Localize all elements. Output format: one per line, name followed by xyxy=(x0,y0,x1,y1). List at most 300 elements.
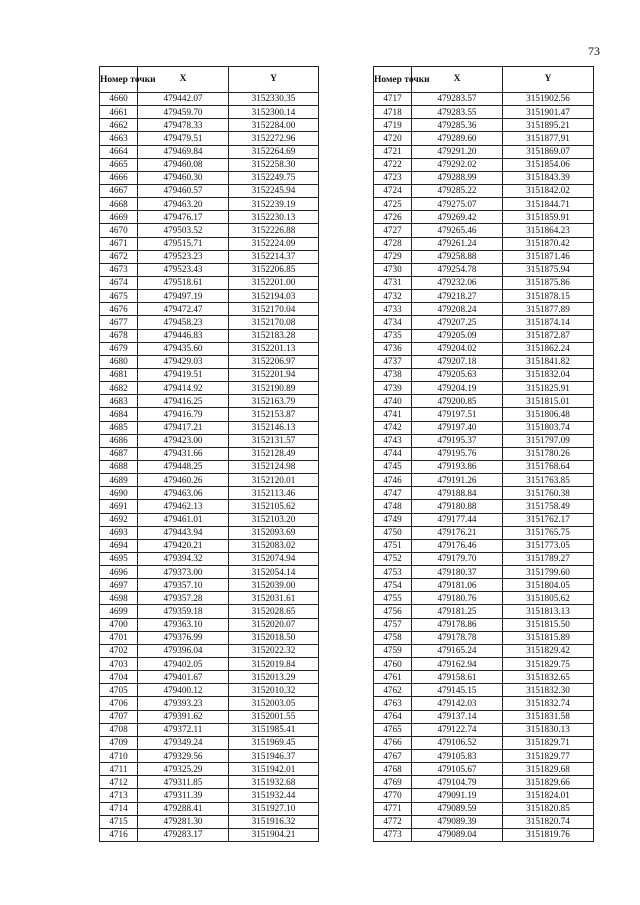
table-row xyxy=(374,382,594,395)
x-coordinate-cell: 479197.40 xyxy=(412,421,503,434)
point-number-cell: 4705 xyxy=(100,684,138,697)
y-coordinate-cell: 3152013.29 xyxy=(229,671,319,684)
point-number-cell: 4683 xyxy=(100,395,138,408)
point-number-cell: 4697 xyxy=(100,579,138,592)
y-coordinate-cell: 3151803.74 xyxy=(503,421,594,434)
table-row xyxy=(100,93,319,106)
point-number-cell: 4760 xyxy=(374,658,412,671)
coordinates-table-left xyxy=(99,66,319,842)
x-coordinate-cell: 479283.57 xyxy=(412,93,503,106)
table-row xyxy=(374,684,594,697)
y-coordinate-cell: 3152003.05 xyxy=(229,697,319,710)
y-coordinate-cell: 3152239.19 xyxy=(229,198,319,211)
table-row xyxy=(374,198,594,211)
table-row xyxy=(374,93,594,106)
table-row xyxy=(374,106,594,119)
table-row xyxy=(100,460,319,473)
x-coordinate-cell: 479105.67 xyxy=(412,763,503,776)
point-number-cell: 4766 xyxy=(374,736,412,749)
y-coordinate-cell: 3152258.30 xyxy=(229,158,319,171)
table-row xyxy=(100,316,319,329)
point-number-cell: 4681 xyxy=(100,368,138,381)
y-coordinate-cell: 3151758.49 xyxy=(503,500,594,513)
y-coordinate-cell: 3152330.35 xyxy=(229,93,319,106)
y-coordinate-cell: 3151844.71 xyxy=(503,198,594,211)
point-number-cell: 4744 xyxy=(374,447,412,460)
table-row xyxy=(374,460,594,473)
point-number-cell: 4704 xyxy=(100,671,138,684)
y-coordinate-cell: 3152214.37 xyxy=(229,250,319,263)
y-coordinate-cell: 3151854.06 xyxy=(503,158,594,171)
y-coordinate-cell: 3151824.01 xyxy=(503,789,594,802)
y-coordinate-cell: 3151762.17 xyxy=(503,513,594,526)
y-coordinate-cell: 3152163.79 xyxy=(229,395,319,408)
y-coordinate-cell: 3151869.07 xyxy=(503,145,594,158)
table-row xyxy=(100,119,319,132)
table-row xyxy=(100,566,319,579)
point-number-cell: 4752 xyxy=(374,552,412,565)
point-number-cell: 4767 xyxy=(374,750,412,763)
point-number-cell: 4748 xyxy=(374,500,412,513)
y-coordinate-cell: 3152131.57 xyxy=(229,434,319,447)
point-number-cell: 4706 xyxy=(100,697,138,710)
table-row xyxy=(100,198,319,211)
x-coordinate-cell: 479311.39 xyxy=(138,789,229,802)
y-coordinate-cell: 3152113.46 xyxy=(229,487,319,500)
x-coordinate-cell: 479181.06 xyxy=(412,579,503,592)
x-coordinate-cell: 479461.01 xyxy=(138,513,229,526)
x-coordinate-cell: 479469.84 xyxy=(138,145,229,158)
y-coordinate-cell: 3152230.13 xyxy=(229,211,319,224)
point-number-cell: 4770 xyxy=(374,789,412,802)
point-number-cell: 4764 xyxy=(374,710,412,723)
table-row xyxy=(374,474,594,487)
y-coordinate-cell: 3151901.47 xyxy=(503,106,594,119)
x-coordinate-cell: 479394.32 xyxy=(138,552,229,565)
table-row xyxy=(100,763,319,776)
x-coordinate-cell: 479518.61 xyxy=(138,276,229,289)
y-coordinate-cell: 3151927.10 xyxy=(229,802,319,815)
table-row xyxy=(374,355,594,368)
x-coordinate-cell: 479460.57 xyxy=(138,184,229,197)
x-coordinate-cell: 479089.39 xyxy=(412,815,503,828)
y-coordinate-cell: 3151904.21 xyxy=(229,828,319,841)
table-row xyxy=(374,671,594,684)
y-coordinate-cell: 3151877.89 xyxy=(503,303,594,316)
table-row xyxy=(100,631,319,644)
point-number-cell: 4711 xyxy=(100,763,138,776)
table-row xyxy=(374,408,594,421)
coordinates-table-right xyxy=(373,66,594,842)
table-row xyxy=(100,487,319,500)
table-row xyxy=(374,211,594,224)
point-number-cell: 4761 xyxy=(374,671,412,684)
table-row xyxy=(374,776,594,789)
y-coordinate-cell: 3151789.27 xyxy=(503,552,594,565)
table-row xyxy=(100,776,319,789)
table-row xyxy=(100,526,319,539)
y-coordinate-cell: 3151765.75 xyxy=(503,526,594,539)
x-coordinate-cell: 479448.25 xyxy=(138,460,229,473)
x-coordinate-cell: 479142.03 xyxy=(412,697,503,710)
y-coordinate-cell: 3152201.13 xyxy=(229,342,319,355)
y-coordinate-cell: 3151819.76 xyxy=(503,828,594,841)
point-number-cell: 4682 xyxy=(100,382,138,395)
x-coordinate-cell: 479218.27 xyxy=(412,290,503,303)
table-row xyxy=(374,723,594,736)
y-coordinate-cell: 3151878.15 xyxy=(503,290,594,303)
y-coordinate-cell: 3151820.74 xyxy=(503,815,594,828)
x-coordinate-cell: 479180.37 xyxy=(412,566,503,579)
y-coordinate-cell: 3151946.37 xyxy=(229,750,319,763)
point-number-cell: 4773 xyxy=(374,828,412,841)
x-coordinate-cell: 479359.18 xyxy=(138,605,229,618)
x-coordinate-cell: 479258.88 xyxy=(412,250,503,263)
x-coordinate-cell: 479402.05 xyxy=(138,658,229,671)
y-coordinate-cell: 3152170.04 xyxy=(229,303,319,316)
x-coordinate-cell: 479372.11 xyxy=(138,723,229,736)
table-row xyxy=(374,224,594,237)
point-number-cell: 4731 xyxy=(374,276,412,289)
point-number-cell: 4741 xyxy=(374,408,412,421)
y-coordinate-cell: 3151985.41 xyxy=(229,723,319,736)
x-coordinate-cell: 479105.83 xyxy=(412,750,503,763)
y-coordinate-cell: 3152039.00 xyxy=(229,579,319,592)
y-coordinate-cell: 3152019.84 xyxy=(229,658,319,671)
point-number-cell: 4662 xyxy=(100,119,138,132)
x-coordinate-cell: 479363.10 xyxy=(138,618,229,631)
table-body-left xyxy=(100,93,319,842)
point-number-cell: 4715 xyxy=(100,815,138,828)
y-coordinate-cell: 3151829.66 xyxy=(503,776,594,789)
point-number-cell: 4688 xyxy=(100,460,138,473)
table-row xyxy=(100,447,319,460)
x-coordinate-cell: 479158.61 xyxy=(412,671,503,684)
point-number-cell: 4695 xyxy=(100,552,138,565)
point-number-cell: 4732 xyxy=(374,290,412,303)
x-coordinate-cell: 479281.30 xyxy=(138,815,229,828)
point-number-cell: 4754 xyxy=(374,579,412,592)
point-number-cell: 4733 xyxy=(374,303,412,316)
table-row xyxy=(374,171,594,184)
point-number-cell: 4749 xyxy=(374,513,412,526)
point-number-cell: 4665 xyxy=(100,158,138,171)
table-row xyxy=(100,434,319,447)
table-row xyxy=(374,513,594,526)
y-coordinate-cell: 3152183.28 xyxy=(229,329,319,342)
x-coordinate-cell: 479288.99 xyxy=(412,171,503,184)
y-coordinate-cell: 3152010.32 xyxy=(229,684,319,697)
header-x: X xyxy=(412,67,503,93)
x-coordinate-cell: 479503.52 xyxy=(138,224,229,237)
y-coordinate-cell: 3151842.02 xyxy=(503,184,594,197)
x-coordinate-cell: 479288.41 xyxy=(138,802,229,815)
table-row xyxy=(100,184,319,197)
table-row xyxy=(374,618,594,631)
x-coordinate-cell: 479497.19 xyxy=(138,290,229,303)
table-row xyxy=(374,500,594,513)
point-number-cell: 4739 xyxy=(374,382,412,395)
header-point-number: Номер точки xyxy=(100,67,138,93)
table-row xyxy=(374,526,594,539)
y-coordinate-cell: 3151871.46 xyxy=(503,250,594,263)
point-number-cell: 4671 xyxy=(100,237,138,250)
x-coordinate-cell: 479208.24 xyxy=(412,303,503,316)
point-number-cell: 4718 xyxy=(374,106,412,119)
table-row xyxy=(100,802,319,815)
y-coordinate-cell: 3152201.00 xyxy=(229,276,319,289)
table-row xyxy=(374,290,594,303)
x-coordinate-cell: 479423.00 xyxy=(138,434,229,447)
point-number-cell: 4703 xyxy=(100,658,138,671)
y-coordinate-cell: 3151813.13 xyxy=(503,605,594,618)
x-coordinate-cell: 479329.56 xyxy=(138,750,229,763)
table-row xyxy=(100,552,319,565)
point-number-cell: 4669 xyxy=(100,211,138,224)
point-number-cell: 4660 xyxy=(100,93,138,106)
table-row xyxy=(374,579,594,592)
x-coordinate-cell: 479391.62 xyxy=(138,710,229,723)
point-number-cell: 4698 xyxy=(100,592,138,605)
point-number-cell: 4672 xyxy=(100,250,138,263)
x-coordinate-cell: 479400.12 xyxy=(138,684,229,697)
table-row xyxy=(374,316,594,329)
y-coordinate-cell: 3152272.96 xyxy=(229,132,319,145)
y-coordinate-cell: 3151773.05 xyxy=(503,539,594,552)
x-coordinate-cell: 479463.20 xyxy=(138,198,229,211)
y-coordinate-cell: 3151805.62 xyxy=(503,592,594,605)
y-coordinate-cell: 3152264.69 xyxy=(229,145,319,158)
x-coordinate-cell: 479275.07 xyxy=(412,198,503,211)
point-number-cell: 4709 xyxy=(100,736,138,749)
y-coordinate-cell: 3151829.77 xyxy=(503,750,594,763)
x-coordinate-cell: 479472.47 xyxy=(138,303,229,316)
table-row xyxy=(100,750,319,763)
point-number-cell: 4686 xyxy=(100,434,138,447)
table-row xyxy=(100,671,319,684)
table-row xyxy=(100,290,319,303)
point-number-cell: 4670 xyxy=(100,224,138,237)
y-coordinate-cell: 3151825.91 xyxy=(503,382,594,395)
x-coordinate-cell: 479200.85 xyxy=(412,395,503,408)
x-coordinate-cell: 479515.71 xyxy=(138,237,229,250)
table-row xyxy=(100,658,319,671)
point-number-cell: 4755 xyxy=(374,592,412,605)
point-number-cell: 4677 xyxy=(100,316,138,329)
point-number-cell: 4721 xyxy=(374,145,412,158)
table-row xyxy=(100,158,319,171)
y-coordinate-cell: 3152249.75 xyxy=(229,171,319,184)
point-number-cell: 4753 xyxy=(374,566,412,579)
x-coordinate-cell: 479162.94 xyxy=(412,658,503,671)
x-coordinate-cell: 479197.51 xyxy=(412,408,503,421)
point-number-cell: 4717 xyxy=(374,93,412,106)
point-number-cell: 4723 xyxy=(374,171,412,184)
table-row xyxy=(374,250,594,263)
x-coordinate-cell: 479204.02 xyxy=(412,342,503,355)
y-coordinate-cell: 3152018.50 xyxy=(229,631,319,644)
x-coordinate-cell: 479401.67 xyxy=(138,671,229,684)
table-row xyxy=(100,736,319,749)
point-number-cell: 4664 xyxy=(100,145,138,158)
y-coordinate-cell: 3152206.97 xyxy=(229,355,319,368)
point-number-cell: 4673 xyxy=(100,263,138,276)
y-coordinate-cell: 3152105.62 xyxy=(229,500,319,513)
x-coordinate-cell: 479195.37 xyxy=(412,434,503,447)
point-number-cell: 4676 xyxy=(100,303,138,316)
y-coordinate-cell: 3151815.50 xyxy=(503,618,594,631)
x-coordinate-cell: 479523.43 xyxy=(138,263,229,276)
x-coordinate-cell: 479479.51 xyxy=(138,132,229,145)
x-coordinate-cell: 479180.88 xyxy=(412,500,503,513)
table-row xyxy=(374,736,594,749)
table-row xyxy=(100,723,319,736)
table-row xyxy=(100,789,319,802)
x-coordinate-cell: 479476.17 xyxy=(138,211,229,224)
y-coordinate-cell: 3151829.42 xyxy=(503,644,594,657)
table-row xyxy=(100,710,319,723)
point-number-cell: 4730 xyxy=(374,263,412,276)
x-coordinate-cell: 479376.99 xyxy=(138,631,229,644)
point-number-cell: 4696 xyxy=(100,566,138,579)
x-coordinate-cell: 479460.30 xyxy=(138,171,229,184)
x-coordinate-cell: 479420.21 xyxy=(138,539,229,552)
point-number-cell: 4714 xyxy=(100,802,138,815)
point-number-cell: 4745 xyxy=(374,460,412,473)
y-coordinate-cell: 3151969.45 xyxy=(229,736,319,749)
table-row xyxy=(100,145,319,158)
point-number-cell: 4726 xyxy=(374,211,412,224)
header-y: Y xyxy=(503,67,594,93)
x-coordinate-cell: 479176.21 xyxy=(412,526,503,539)
table-row xyxy=(374,263,594,276)
point-number-cell: 4735 xyxy=(374,329,412,342)
point-number-cell: 4720 xyxy=(374,132,412,145)
point-number-cell: 4685 xyxy=(100,421,138,434)
y-coordinate-cell: 3152103.20 xyxy=(229,513,319,526)
table-header-row xyxy=(100,67,319,93)
x-coordinate-cell: 479193.86 xyxy=(412,460,503,473)
table-row xyxy=(374,329,594,342)
table-row xyxy=(100,644,319,657)
x-coordinate-cell: 479178.78 xyxy=(412,631,503,644)
x-coordinate-cell: 479106.52 xyxy=(412,736,503,749)
table-row xyxy=(100,697,319,710)
y-coordinate-cell: 3151895.21 xyxy=(503,119,594,132)
y-coordinate-cell: 3152190.89 xyxy=(229,382,319,395)
point-number-cell: 4716 xyxy=(100,828,138,841)
table-row xyxy=(374,631,594,644)
y-coordinate-cell: 3151768.64 xyxy=(503,460,594,473)
point-number-cell: 4713 xyxy=(100,789,138,802)
x-coordinate-cell: 479431.66 xyxy=(138,447,229,460)
point-number-cell: 4701 xyxy=(100,631,138,644)
point-number-cell: 4679 xyxy=(100,342,138,355)
point-number-cell: 4710 xyxy=(100,750,138,763)
table-row xyxy=(374,566,594,579)
y-coordinate-cell: 3152153.87 xyxy=(229,408,319,421)
point-number-cell: 4750 xyxy=(374,526,412,539)
point-number-cell: 4737 xyxy=(374,355,412,368)
y-coordinate-cell: 3152284.00 xyxy=(229,119,319,132)
y-coordinate-cell: 3151872.87 xyxy=(503,329,594,342)
x-coordinate-cell: 479478.33 xyxy=(138,119,229,132)
point-number-cell: 4663 xyxy=(100,132,138,145)
x-coordinate-cell: 479373.00 xyxy=(138,566,229,579)
y-coordinate-cell: 3151942.01 xyxy=(229,763,319,776)
table-row xyxy=(100,828,319,841)
point-number-cell: 4692 xyxy=(100,513,138,526)
y-coordinate-cell: 3152031.61 xyxy=(229,592,319,605)
y-coordinate-cell: 3152128.49 xyxy=(229,447,319,460)
point-number-cell: 4666 xyxy=(100,171,138,184)
x-coordinate-cell: 479523.23 xyxy=(138,250,229,263)
y-coordinate-cell: 3152022.32 xyxy=(229,644,319,657)
x-coordinate-cell: 479122.74 xyxy=(412,723,503,736)
y-coordinate-cell: 3151832.74 xyxy=(503,697,594,710)
table-row xyxy=(374,447,594,460)
x-coordinate-cell: 479145.15 xyxy=(412,684,503,697)
y-coordinate-cell: 3151797.09 xyxy=(503,434,594,447)
point-number-cell: 4674 xyxy=(100,276,138,289)
table-row xyxy=(100,106,319,119)
point-number-cell: 4756 xyxy=(374,605,412,618)
point-number-cell: 4708 xyxy=(100,723,138,736)
y-coordinate-cell: 3151875.94 xyxy=(503,263,594,276)
point-number-cell: 4758 xyxy=(374,631,412,644)
point-number-cell: 4769 xyxy=(374,776,412,789)
x-coordinate-cell: 479232.06 xyxy=(412,276,503,289)
y-coordinate-cell: 3151874.14 xyxy=(503,316,594,329)
point-number-cell: 4693 xyxy=(100,526,138,539)
y-coordinate-cell: 3152245.94 xyxy=(229,184,319,197)
x-coordinate-cell: 479285.36 xyxy=(412,119,503,132)
table-body-right xyxy=(374,93,594,842)
y-coordinate-cell: 3151877.91 xyxy=(503,132,594,145)
table-row xyxy=(374,710,594,723)
x-coordinate-cell: 479462.13 xyxy=(138,500,229,513)
y-coordinate-cell: 3152201.94 xyxy=(229,368,319,381)
point-number-cell: 4719 xyxy=(374,119,412,132)
x-coordinate-cell: 479417.21 xyxy=(138,421,229,434)
point-number-cell: 4722 xyxy=(374,158,412,171)
y-coordinate-cell: 3152083.02 xyxy=(229,539,319,552)
table-row xyxy=(374,395,594,408)
table-row xyxy=(374,697,594,710)
table-row xyxy=(374,158,594,171)
x-coordinate-cell: 479181.25 xyxy=(412,605,503,618)
table-row xyxy=(100,395,319,408)
table-row xyxy=(100,368,319,381)
table-row xyxy=(374,237,594,250)
header-x: X xyxy=(138,67,229,93)
x-coordinate-cell: 479188.84 xyxy=(412,487,503,500)
x-coordinate-cell: 479460.08 xyxy=(138,158,229,171)
x-coordinate-cell: 479179.70 xyxy=(412,552,503,565)
table-row xyxy=(100,303,319,316)
point-number-cell: 4740 xyxy=(374,395,412,408)
x-coordinate-cell: 479357.10 xyxy=(138,579,229,592)
y-coordinate-cell: 3152206.85 xyxy=(229,263,319,276)
y-coordinate-cell: 3152124.98 xyxy=(229,460,319,473)
y-coordinate-cell: 3152120.01 xyxy=(229,474,319,487)
point-number-cell: 4738 xyxy=(374,368,412,381)
point-number-cell: 4743 xyxy=(374,434,412,447)
table-row xyxy=(100,579,319,592)
point-number-cell: 4742 xyxy=(374,421,412,434)
point-number-cell: 4724 xyxy=(374,184,412,197)
table-row xyxy=(374,132,594,145)
